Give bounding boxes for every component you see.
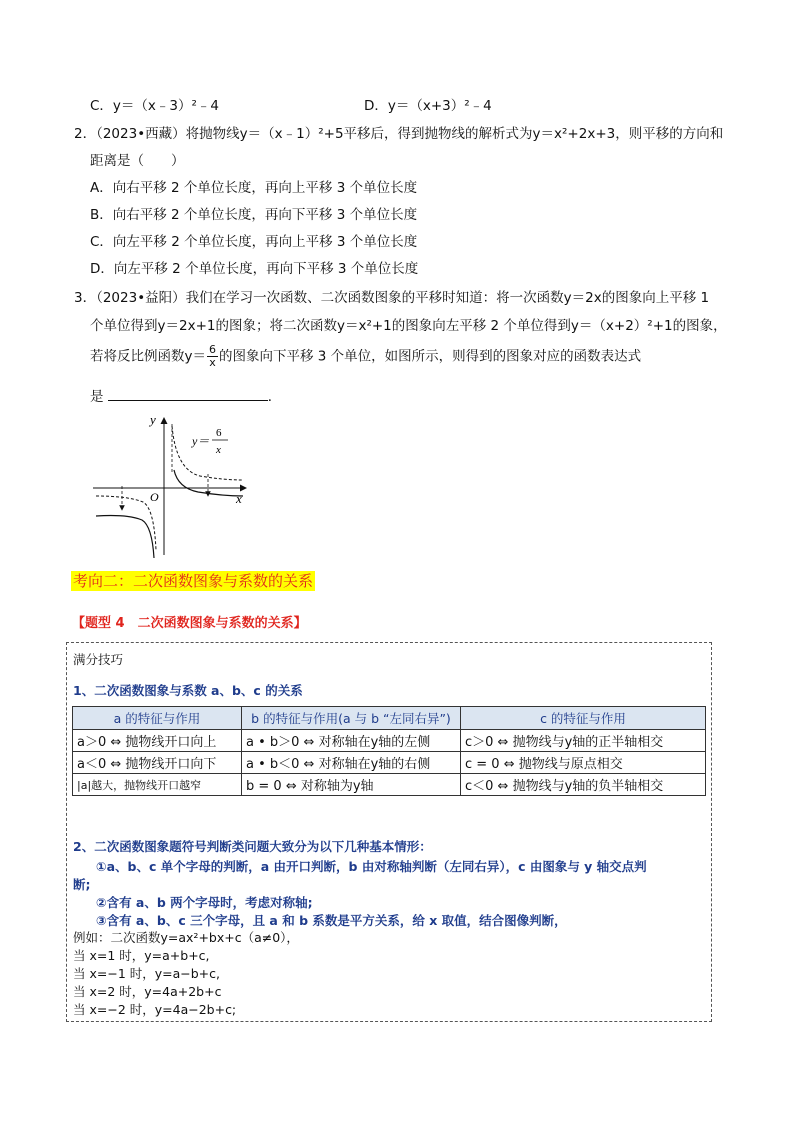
q3-stem-line3 <box>90 344 641 369</box>
tips-point-1-cont: 断; <box>73 877 91 892</box>
shifted-curve-right <box>174 470 243 496</box>
table-row <box>73 730 706 752</box>
table-cell: a＜0 ⇔ 抛物线开口向下 <box>73 752 242 774</box>
q3-frac-num: 6 <box>209 343 216 356</box>
coefficient-table <box>72 706 706 796</box>
q2-option-a: A．向右平移 2 个单位长度，再向上平移 3 个单位长度 <box>90 180 418 196</box>
tips-point-3: ③含有 a、b、c 三个字母，且 a 和 b 系数是平方关系，给 x 取值，结合图像判断， <box>96 913 567 928</box>
section-title: 考向二：二次函数图象与系数的关系 <box>73 572 314 590</box>
tips-heading-2: 2、二次函数图象题符号判断类问题大致分为以下几种基本情形： <box>73 839 432 854</box>
table-cell: a＞0 ⇔ 抛物线开口向上 <box>73 730 242 752</box>
tips-point-1: ①a、b、c 单个字母的判断，a 由开口判断，b 由对称轴判断（左同右异），c 由图象与 y 轴交点判 <box>96 859 647 874</box>
table-cell: c＜0 ⇔ 抛物线与y轴的负半轴相交 <box>461 774 706 796</box>
shifted-curve-left <box>96 516 154 559</box>
table-header-a: a 的特征与作用 <box>73 707 242 730</box>
tips-heading-1: 1、二次函数图象与系数 a、b、c 的关系 <box>73 683 303 698</box>
example-line: 当 x=1 时，y=a+b+c, <box>73 948 210 963</box>
q2-option-c: C．向左平移 2 个单位长度，再向上平移 3 个单位长度 <box>90 234 418 250</box>
origin-label: O <box>150 490 159 504</box>
table-cell: c＞0 ⇔ 抛物线与y轴的正半轴相交 <box>461 730 706 752</box>
x-axis-label: x <box>236 491 242 506</box>
tips-title: 满分技巧 <box>73 652 124 667</box>
example-line: 当 x=−2 时，y=4a−2b+c; <box>73 1002 237 1017</box>
table-row <box>73 752 706 774</box>
q3-fraction <box>207 344 218 369</box>
table-cell: c = 0 ⇔ 抛物线与原点相交 <box>461 752 706 774</box>
q3-answer-blank[interactable] <box>108 386 268 401</box>
q3-stem-line1: 3．（2023•益阳）我们在学习一次函数、二次函数图象的平移时知道：将一次函数y＝2x的图象向上平移 1 <box>74 290 710 306</box>
q3-line4-pre: 是 <box>90 389 104 405</box>
func-label-den: x <box>216 444 221 456</box>
tips-box <box>66 642 712 1022</box>
example-line: 例如：二次函数y=ax²+bx+c（a≠0）， <box>73 930 299 945</box>
example-line: 当 x=−1 时，y=a−b+c, <box>73 966 221 981</box>
hyperbola-figure <box>88 410 258 560</box>
tips-point-2: ②含有 a、b 两个字母时，考虑对称轴; <box>96 895 313 910</box>
q2-option-b: B．向右平移 2 个单位长度，再向下平移 3 个单位长度 <box>90 207 418 223</box>
original-curve-left <box>96 496 156 550</box>
q1-option-d: D．y＝（x+3）²﹣4 <box>364 98 492 114</box>
y-axis-label: y <box>150 412 156 427</box>
table-cell: a • b＜0 ⇔ 对称轴在y轴的右侧 <box>242 752 461 774</box>
q3-stem-line4 <box>90 386 281 407</box>
q3-line3-post: 的图象向下平移 3 个单位，如图所示，则得到的图象对应的函数表达式 <box>219 348 642 365</box>
table-cell: |a|越大，抛物线开口越窄 <box>73 774 242 796</box>
q3-line3-pre: 若将反比例函数y＝ <box>90 348 206 365</box>
q3-frac-den: x <box>209 356 216 369</box>
table-header-row <box>73 707 706 730</box>
type-title: 【题型 4 二次函数图象与系数的关系】 <box>72 616 307 631</box>
table-row <box>73 774 706 796</box>
table-cell: b = 0 ⇔ 对称轴为y轴 <box>242 774 461 796</box>
q2-option-d: D．向左平移 2 个单位长度，再向下平移 3 个单位长度 <box>90 261 419 277</box>
func-label-pre: y＝ <box>192 434 210 448</box>
table-header-b: b 的特征与作用(a 与 b “左同右异”) <box>242 707 461 730</box>
q2-stem-line2: 距离是（ ） <box>90 153 185 169</box>
q3-stem-line2: 个单位得到y＝2x+1的图象；将二次函数y＝x²+1的图象向左平移 2 个单位得到y＝（x+2）²+1的图象， <box>90 318 727 334</box>
table-header-c: c 的特征与作用 <box>461 707 706 730</box>
q2-stem-line1: 2．（2023•西藏）将抛物线y＝（x﹣1）²+5平移后，得到抛物线的解析式为y＝x²+2x+3，则平移的方向和 <box>74 126 724 142</box>
q1-option-c: C．y＝（x﹣3）²﹣4 <box>90 98 219 114</box>
table-cell: a • b＞0 ⇔ 对称轴在y轴的左侧 <box>242 730 461 752</box>
example-line: 当 x=2 时，y=4a+2b+c <box>73 984 222 999</box>
q3-line4-post: ． <box>267 389 282 405</box>
func-label-num: 6 <box>216 427 222 439</box>
